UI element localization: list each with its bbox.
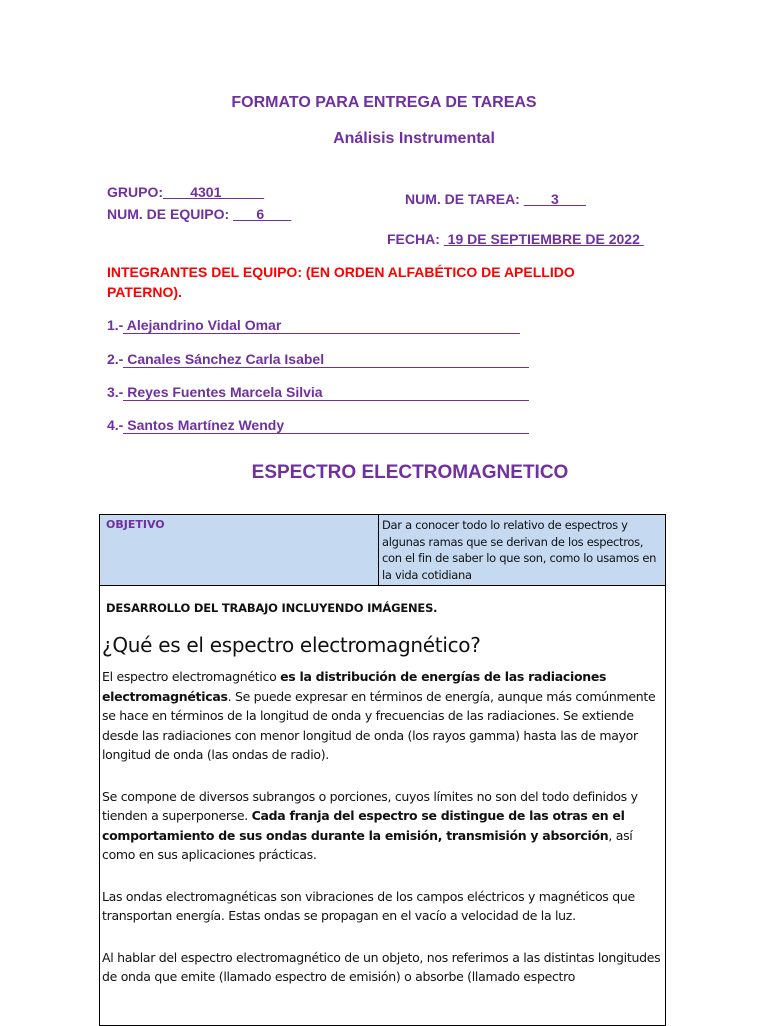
members-heading-line1: INTEGRANTES DEL EQUIPO: (EN ORDEN ALFABÉTICO DE APELLIDO — [107, 264, 575, 280]
paragraph-2-start: Se compone de diversos subrangos o porciones, cuyos límites no son del todo definidos y tienden a superponerse. — [102, 788, 638, 823]
paragraph-1 — [102, 667, 662, 765]
objective-row — [100, 515, 665, 586]
member-number: 3.- — [107, 384, 124, 400]
equipo-value: 6 — [233, 206, 292, 222]
grupo-label: GRUPO: — [107, 184, 163, 200]
member-name: Alejandrino Vidal Omar — [123, 318, 520, 334]
development-heading: DESARROLLO DEL TRABAJO INCLUYENDO IMÁGENES. — [106, 601, 438, 615]
tarea-field — [405, 191, 586, 207]
fecha-value: 19 DE SEPTIEMBRE DE 2022 — [443, 231, 644, 247]
paragraph-1-start: El espectro electromagnético — [102, 669, 281, 684]
grupo-field — [107, 184, 264, 200]
member-name: Reyes Fuentes Marcela Silvia — [123, 385, 529, 401]
section-title: ESPECTRO ELECTROMAGNETICO — [251, 462, 569, 483]
assignment-table — [99, 514, 666, 1026]
equipo-label: NUM. DE EQUIPO: — [107, 206, 230, 222]
member-number: 2.- — [107, 351, 124, 367]
objective-label: OBJETIVO — [106, 518, 165, 531]
paragraph-2-bold: Cada franja del espectro se distingue de las otras en el comportamiento de sus ondas durante la emisión, transmisión y absorción — [102, 808, 625, 843]
fecha-label: FECHA: — [387, 231, 440, 247]
member-name: Canales Sánchez Carla Isabel — [123, 352, 529, 368]
members-heading-line2: PATERNO). — [107, 284, 182, 300]
paragraph-3: Las ondas electromagnéticas son vibraciones de los campos eléctricos y magnéticos que transportan energía. Estas ondas se propagan en el vacío a velocidad de la luz. — [102, 888, 635, 923]
paragraph-1-end: . Se puede expresar en términos de energía, aunque más comúnmente se hace en términos de la longitud de onda y frecuencias de las radiaciones. Se extiende desde las radiaciones con menor longitud de onda (los rayos gamma) hasta las de mayor longitud de onda (las ondas de radio). — [102, 688, 656, 762]
tarea-label: NUM. DE TAREA: — [405, 191, 520, 207]
member-item — [107, 417, 529, 434]
paragraph-2 — [102, 787, 662, 865]
members-heading — [107, 262, 575, 302]
member-number: 1.- — [107, 317, 124, 333]
member-number: 4.- — [107, 417, 124, 433]
equipo-field — [107, 206, 291, 222]
fecha-field — [387, 231, 644, 247]
objective-text: Dar a conocer todo lo relativo de espectros y algunas ramas que se derivan de los espectros, con el fin de saber lo que son, como lo usamos en la vida cotidiana — [382, 518, 657, 582]
tarea-value: 3 — [523, 191, 586, 207]
development-section — [102, 601, 662, 987]
document-title: FORMATO PARA ENTREGA DE TAREAS — [231, 94, 537, 111]
member-item — [107, 351, 529, 368]
question-heading: ¿Qué es el espectro electromagnético? — [102, 633, 481, 657]
document-subtitle: Análisis Instrumental — [333, 130, 495, 147]
objective-divider — [378, 515, 379, 585]
paragraph-1-bold: es la distribución de energías de las radiaciones electromagnéticas — [102, 669, 607, 704]
paragraph-2-end: , así como en sus aplicaciones prácticas. — [102, 827, 633, 862]
grupo-value: 4301 — [163, 184, 265, 200]
member-item — [107, 384, 529, 401]
member-item — [107, 317, 520, 334]
paragraph-4: Al hablar del espectro electromagnético de un objeto, nos referimos a las distintas longitudes de onda que emite (llamado espectro de emisión) o absorbe (llamado espectro — [102, 949, 661, 984]
member-name: Santos Martínez Wendy — [123, 418, 529, 434]
